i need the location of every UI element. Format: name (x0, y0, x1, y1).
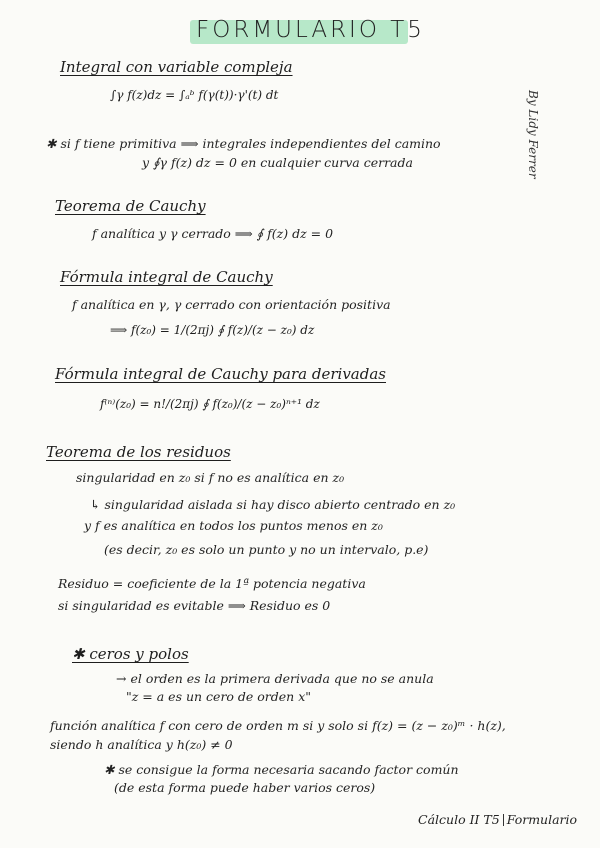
formula-integral: ∫γ f(z)dz = ∫ₐᵇ f(γ(t))·γ'(t) dt (110, 88, 279, 102)
residuos-line-4: (es decir, z₀ es solo un punto y no un intervalo, p.e) (104, 542, 429, 557)
heading-integral: Integral con variable compleja (60, 58, 293, 76)
residuos-line-2: ↳ singularidad aislada si hay disco abierto centrado en z₀ (90, 497, 456, 512)
primitiva-line-1: ✱ si f tiene primitiva ⟹ integrales independientes del camino (46, 136, 441, 151)
footer-label: Formulario (506, 812, 578, 827)
ceros-line-5: ✱ se consigue la forma necesaria sacando factor común (104, 762, 459, 777)
heading-ceros-polos: ✱ ceros y polos (72, 645, 189, 663)
ceros-line-2: "z = a es un cero de orden x" (126, 689, 312, 704)
residuos-line-3: y f es analítica en todos los puntos menos en z₀ (84, 518, 383, 533)
footer-course: Cálculo II T5 (418, 812, 500, 827)
heading-formula-integral: Fórmula integral de Cauchy (60, 268, 273, 286)
formula-integral-line-1: f analítica en γ, γ cerrado con orientación positiva (72, 297, 391, 312)
residuos-line-1: singularidad en z₀ si f no es analítica en z₀ (76, 470, 345, 485)
residuo-definition: Residuo = coeficiente de la 1ª potencia negativa (58, 576, 366, 591)
residuo-evitable: si singularidad es evitable ⟹ Residuo es 0 (58, 598, 331, 613)
ceros-line-4: siendo h analítica y h(z₀) ≠ 0 (50, 737, 233, 752)
primitiva-line-2: y ∮γ f(z) dz = 0 en cualquier curva cerrada (142, 155, 413, 170)
author-signature: By Lidy Ferrer (526, 90, 540, 179)
ceros-line-3: función analítica f con cero de orden m si y solo si f(z) = (z − z₀)ᵐ · h(z), (50, 718, 506, 733)
heading-residuos: Teorema de los residuos (46, 443, 231, 461)
ceros-line-1: → el orden es la primera derivada que no se anula (116, 671, 434, 686)
formula-integral-line-2: ⟹ f(z₀) = 1/(2πj) ∮ f(z)/(z − z₀) dz (110, 323, 315, 337)
footer (418, 812, 577, 827)
cauchy-formula: f analítica y γ cerrado ⟹ ∮ f(z) dz = 0 (92, 226, 334, 241)
footer-divider (503, 814, 504, 826)
page-title: FORMULARIO T5 (196, 17, 425, 43)
formula-derivadas: f⁽ⁿ⁾(z₀) = n!/(2πj) ∮ f(z₀)/(z − z₀)ⁿ⁺¹ dz (100, 397, 320, 411)
ceros-line-6: (de esta forma puede haber varios ceros) (114, 780, 376, 795)
heading-cauchy: Teorema de Cauchy (55, 197, 206, 215)
heading-derivadas: Fórmula integral de Cauchy para derivadas (55, 365, 386, 383)
